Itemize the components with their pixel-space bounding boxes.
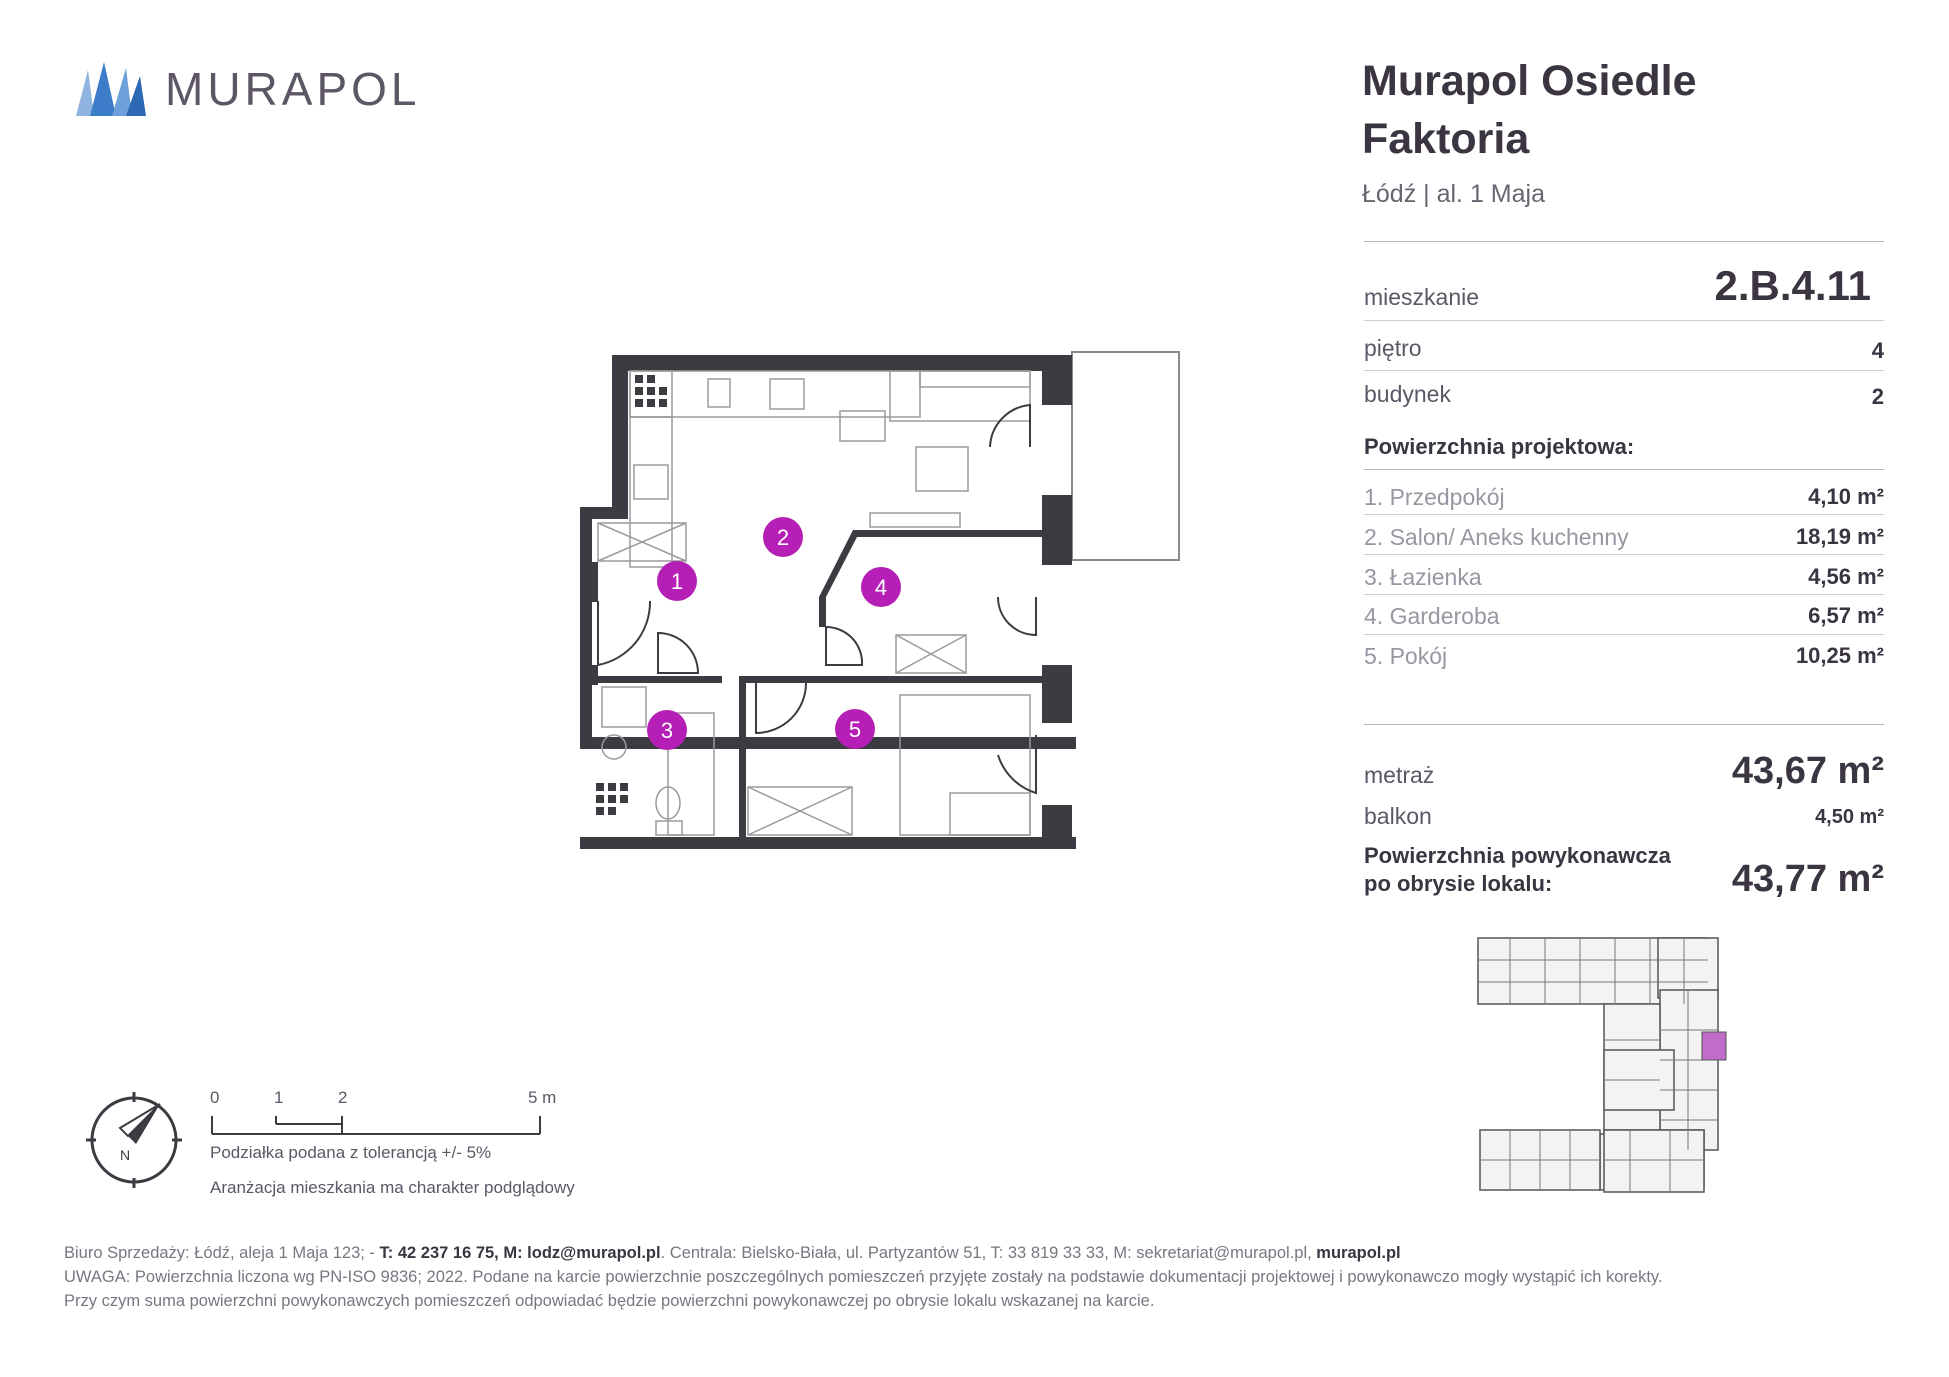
room-name: 5. Pokój [1364, 643, 1448, 669]
built-area-value: 43,77 m² [1731, 858, 1884, 900]
divider [1364, 469, 1884, 470]
footer-phone-email[interactable]: T: 42 237 16 75, M: lodz@murapol.pl [379, 1244, 661, 1262]
room-area: 4,10 m² [1808, 484, 1884, 509]
compass-icon [84, 1090, 184, 1190]
scale-tick-1: 1 [274, 1088, 284, 1107]
footer-note-1: UWAGA: Powierzchnia liczona wg PN-ISO 9836; 2022. Podane na karcie powierzchnie poszczególnych pomieszczeń przyjęte zostały na podstawie dokumentacji projektowej i powykonawczo mogły wystąpić ich korekty. [64, 1268, 1663, 1286]
footer-hq: . Centrala: Bielsko-Biała, ul. Partyzantów 51, T: 33 819 33 33, M: sekretariat@murapol.pl, [660, 1244, 1317, 1262]
divider [1364, 514, 1884, 515]
room-area: 4,56 m² [1808, 564, 1884, 589]
arrangement-note: Aranżacja mieszkania ma charakter podglądowy [210, 1178, 575, 1197]
sink-grid [635, 375, 667, 407]
divider [1364, 320, 1884, 321]
project-title-line1: Murapol Osiedle [1362, 57, 1697, 105]
scale-tick-5: 5 m [528, 1088, 557, 1107]
floor-value: 4 [1871, 338, 1884, 363]
room-badge-number: 5 [848, 717, 862, 742]
divider [1364, 241, 1884, 242]
room-name: 3. Łazienka [1364, 564, 1482, 590]
building-key-plan [1470, 930, 1760, 1206]
room-badge-number: 2 [776, 525, 790, 550]
scale-note: Podziałka podana z tolerancją +/- 5% [210, 1143, 492, 1162]
brand-name: MURAPOL [165, 63, 421, 115]
room-badge-number: 1 [670, 569, 684, 594]
building-label: budynek [1364, 381, 1451, 407]
total-label: metraż [1364, 762, 1435, 788]
kitchen [630, 371, 1030, 567]
walls [580, 355, 1076, 849]
floor-plan [570, 335, 1190, 855]
divider [1364, 634, 1884, 635]
building-value: 2 [1871, 384, 1884, 409]
total-area: 43,67 m² [1731, 750, 1884, 792]
balcony-outline [1072, 352, 1179, 560]
room-area: 6,57 m² [1808, 603, 1884, 628]
balcony-label: balkon [1364, 803, 1432, 829]
divider [1364, 724, 1884, 725]
area-heading: Powierzchnia projektowa: [1364, 434, 1635, 459]
room-badge-number: 3 [660, 718, 674, 743]
project-title [1362, 52, 1882, 168]
floor-label: piętro [1364, 335, 1422, 361]
footer-note-2: Przy czym suma powierzchni powykonawczych pomieszczeń odpowiadać będzie powierzchni powykonawczej po obrysie lokalu wskazanej na karcie. [64, 1292, 1155, 1310]
scale-tick-0: 0 [210, 1088, 220, 1107]
room-area: 10,25 m² [1795, 643, 1884, 668]
divider [1364, 554, 1884, 555]
built-area-label-line1: Powierzchnia powykonawcza [1364, 843, 1671, 868]
room-badge-number: 4 [874, 575, 888, 600]
apartment-code: 2.B.4.11 [1714, 262, 1871, 309]
room-area: 18,19 m² [1795, 524, 1884, 549]
footer-website-link[interactable]: murapol.pl [1316, 1244, 1401, 1262]
room-name: 1. Przedpokój [1364, 484, 1505, 510]
divider [1364, 594, 1884, 595]
highlighted-apartment [1702, 1032, 1726, 1060]
footer-contact [64, 1244, 1401, 1263]
project-title-line2: Faktoria [1362, 115, 1530, 163]
built-area-label-line2: po obrysie lokalu: [1364, 871, 1553, 896]
room-name: 2. Salon/ Aneks kuchenny [1364, 524, 1629, 550]
divider [1364, 370, 1884, 371]
scale-tick-2: 2 [338, 1088, 348, 1107]
svg-text:N: N [120, 1147, 131, 1163]
murapol-logo-mark [76, 62, 146, 116]
room-name: 4. Garderoba [1364, 603, 1500, 629]
apartment-label: mieszkanie [1364, 284, 1480, 310]
radiator-grid [596, 783, 628, 815]
scale-bar [210, 1112, 550, 1136]
room-badges [647, 517, 901, 750]
project-location: Łódź | al. 1 Maja [1362, 180, 1545, 208]
built-area-label [1364, 842, 1724, 898]
footer-office: Biuro Sprzedaży: Łódź, aleja 1 Maja 123; - [64, 1244, 380, 1262]
balcony-area: 4,50 m² [1815, 806, 1884, 828]
